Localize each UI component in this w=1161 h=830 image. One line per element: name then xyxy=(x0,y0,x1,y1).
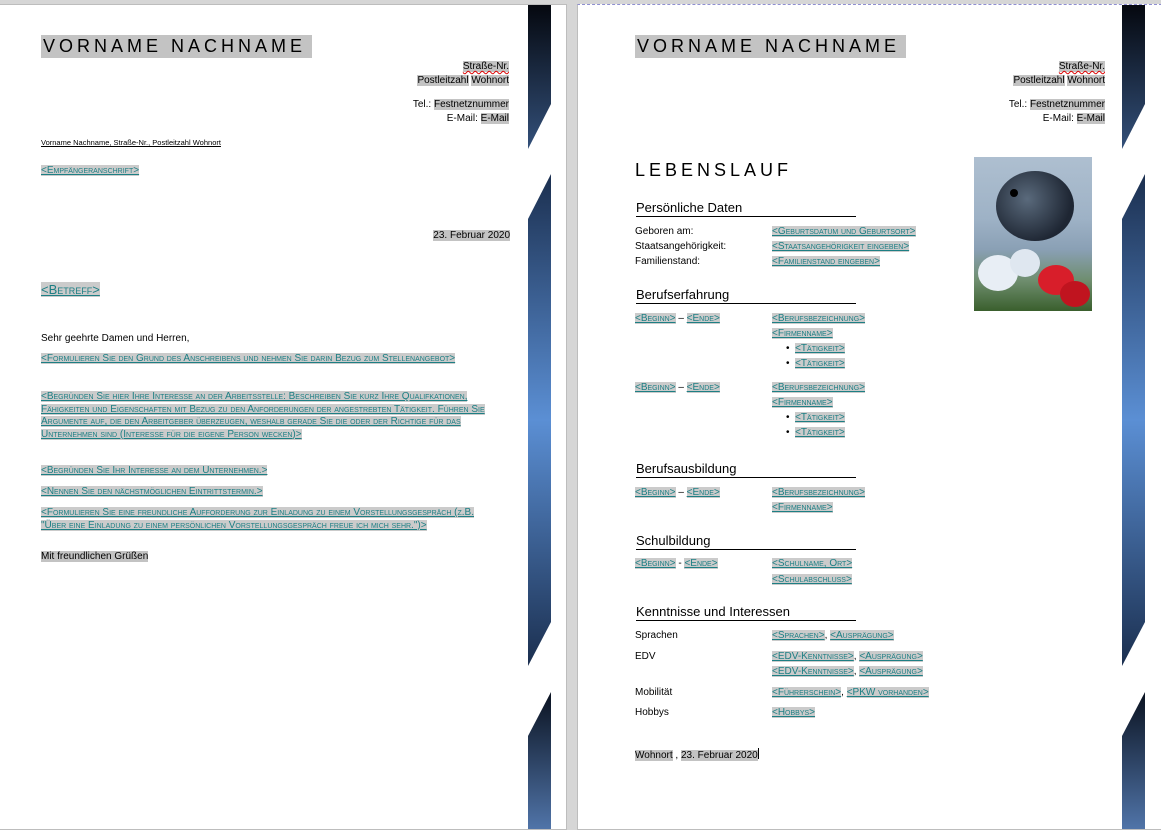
degree-field[interactable]: <Schulabschluss> xyxy=(772,574,852,585)
period-dash: – xyxy=(678,487,684,498)
stripe-bottom xyxy=(1122,692,1145,829)
flower-icon xyxy=(1010,249,1040,277)
section-experience[interactable]: Berufserfahrung xyxy=(636,287,856,304)
bird-eye-icon xyxy=(1010,189,1018,197)
paragraph-invitation-text: <Formulieren Sie eine freundliche Aufforderung zur Einladung zu einem Vorstellungsgespräch (z.B. "Über eine Einladung zu einem persönlichen Vorstellungsgespräch freue ich mich sehr.")> xyxy=(41,507,475,531)
nationality-value[interactable]: <Staatsangehörigkeit eingeben> xyxy=(772,241,910,252)
bullet-icon: • xyxy=(786,412,790,423)
section-school[interactable]: Schulbildung xyxy=(636,533,856,550)
resume-page[interactable] xyxy=(577,4,1161,830)
hobbies-label: Hobbys xyxy=(635,707,669,718)
paragraph-start-date-text: <Nennen Sie den nächstmöglichen Eintrittstermin.> xyxy=(41,486,263,497)
end-field[interactable]: <Ende> xyxy=(686,382,720,393)
paragraph-interest-company[interactable] xyxy=(41,465,486,478)
letter-date[interactable]: 23. Februar 2020 xyxy=(433,230,510,241)
paragraph-reason-text: <Formulieren Sie den Grund des Anschreibens und nehmen Sie darin Bezug zum Stellenangebot> xyxy=(41,353,456,364)
paragraph-interest-company-text: <Begründen Sie Ihr Interesse an dem Unternehmen.> xyxy=(41,465,268,476)
end-field[interactable]: <Ende> xyxy=(684,558,718,569)
resume-date[interactable]: 23. Februar 2020 xyxy=(680,750,758,761)
school-field[interactable]: <Schulname, Ort> xyxy=(772,558,853,569)
birth-value[interactable]: <Geburtsdatum und Geburtsort> xyxy=(772,226,916,237)
languages-label: Sprachen xyxy=(635,630,678,641)
stripe-middle xyxy=(528,174,551,666)
sender-contact xyxy=(413,98,509,126)
marital-value[interactable]: <Familienstand eingeben> xyxy=(772,256,880,267)
company-field[interactable]: <Firmenname> xyxy=(772,397,833,408)
email-label: E-Mail: xyxy=(446,113,478,124)
applicant-street[interactable]: Straße-Nr. xyxy=(1058,61,1105,72)
begin-field[interactable]: <Beginn> xyxy=(635,313,676,324)
place-field[interactable]: Wohnort xyxy=(635,750,673,761)
paragraph-start-date[interactable] xyxy=(41,486,486,499)
bird-icon xyxy=(996,171,1074,241)
task-field[interactable]: <Tätigkeit> xyxy=(795,427,845,438)
sender-street[interactable]: Straße-Nr. xyxy=(462,61,509,72)
nationality-label: Staatsangehörigkeit: xyxy=(635,241,727,252)
level-field[interactable]: <Ausprägung> xyxy=(859,651,923,662)
license-field[interactable]: <Führerschein> xyxy=(772,687,842,698)
hobbies-field[interactable]: <Hobbys> xyxy=(772,707,816,718)
marital-label: Familienstand: xyxy=(635,256,701,267)
decor-stripes xyxy=(520,5,566,829)
date-separator: , xyxy=(675,750,679,761)
bullet-icon: • xyxy=(786,427,790,438)
level-field[interactable]: <Ausprägung> xyxy=(859,666,923,677)
applicant-address xyxy=(1013,60,1105,88)
applicant-photo[interactable] xyxy=(974,157,1092,311)
bullet-icon: • xyxy=(786,343,790,354)
paragraph-invitation[interactable] xyxy=(41,507,486,532)
applicant-zip[interactable]: Postleitzahl xyxy=(1013,75,1065,86)
recipient-address[interactable]: <Empfängeranschrift> xyxy=(41,165,140,176)
bullet-icon: • xyxy=(786,358,790,369)
section-skills[interactable]: Kenntnisse und Interessen xyxy=(636,604,856,621)
cover-letter-page[interactable] xyxy=(0,4,567,830)
letter-subject[interactable]: <Betreff> xyxy=(41,282,100,297)
tel-label: Tel.: xyxy=(412,99,432,110)
mobility-label: Mobilität xyxy=(635,687,673,698)
school-period xyxy=(635,556,718,571)
applicant-phone[interactable]: Festnetznummer xyxy=(1029,99,1105,110)
experience-2-period xyxy=(635,380,720,395)
paragraph-reason[interactable] xyxy=(41,353,486,366)
comma: , xyxy=(824,630,828,641)
applicant-email[interactable]: E-Mail xyxy=(1076,113,1105,124)
begin-field[interactable]: <Beginn> xyxy=(635,382,676,393)
sender-zip[interactable]: Postleitzahl xyxy=(417,75,469,86)
paragraph-interest-job-text: <Begründen Sie hier Ihre Interesse an der Arbeitsstelle: Beschreiben Sie kurz Ihre Qualifkationen, Fähigkeiten und Eigenschaften mit Bezug zu den Anforderungen der angestrebten Tätigkeit. Führen Sie Argumente auf, die den Arbeitgeber überzeugen, weshalb gerade Sie die oder der Richtige für das Unternehmen sind (Interesse für die eigene Person wecken)> xyxy=(41,391,485,440)
email-label: E-Mail: xyxy=(1042,113,1074,124)
stripe-middle xyxy=(1122,174,1145,666)
company-field[interactable]: <Firmenname> xyxy=(772,502,833,513)
applicant-contact xyxy=(1009,98,1105,126)
period-dash: – xyxy=(678,313,684,324)
sender-phone[interactable]: Festnetznummer xyxy=(433,99,509,110)
text-cursor xyxy=(758,748,759,759)
task-field[interactable]: <Tätigkeit> xyxy=(795,343,845,354)
training-period xyxy=(635,485,720,500)
resume-title[interactable]: LEBENSLAUF xyxy=(635,160,793,180)
comma: , xyxy=(841,687,844,698)
sender-address xyxy=(417,60,509,88)
tel-label: Tel.: xyxy=(1008,99,1028,110)
applicant-name[interactable]: VORNAME NACHNAME xyxy=(635,35,906,58)
place-date-line xyxy=(635,748,759,761)
end-field[interactable]: <Ende> xyxy=(686,313,720,324)
sender-city[interactable]: Wohnort xyxy=(471,75,509,86)
begin-field[interactable]: <Beginn> xyxy=(635,487,676,498)
period-dash: – xyxy=(678,382,684,393)
company-field[interactable]: <Firmenname> xyxy=(772,328,833,339)
period-hyphen: - xyxy=(678,558,682,569)
begin-field[interactable]: <Beginn> xyxy=(635,558,676,569)
flower-icon xyxy=(1060,281,1090,307)
experience-1-period xyxy=(635,311,720,326)
section-training[interactable]: Berufsausbildung xyxy=(636,461,856,478)
decor-stripes xyxy=(1116,5,1161,829)
car-field[interactable]: <PKW vorhanden> xyxy=(846,687,929,698)
salutation[interactable]: Sehr geehrte Damen und Herren, xyxy=(41,333,190,344)
comma: , xyxy=(853,666,857,677)
stripe-bottom xyxy=(528,692,551,829)
job-title-field[interactable]: <Berufsbezeichnung> xyxy=(772,487,866,498)
edv-field[interactable]: <EDV-Kenntnisse> xyxy=(772,651,854,662)
stripe-top xyxy=(528,5,551,149)
sender-return-line[interactable]: Vorname Nachname, Straße-Nr., Postleitzahl Wohnort xyxy=(41,138,221,147)
task-field[interactable]: <Tätigkeit> xyxy=(795,412,845,423)
paragraph-interest-job[interactable] xyxy=(41,391,486,441)
languages-field[interactable]: <Sprachen> xyxy=(772,630,825,641)
job-title-field[interactable]: <Berufsbezeichnung> xyxy=(772,313,866,324)
end-field[interactable]: <Ende> xyxy=(686,487,720,498)
edv-field[interactable]: <EDV-Kenntnisse> xyxy=(772,666,854,677)
closing[interactable]: Mit freundlichen Grüßen xyxy=(41,551,149,562)
applicant-city[interactable]: Wohnort xyxy=(1067,75,1105,86)
edv-label: EDV xyxy=(635,651,656,662)
task-field[interactable]: <Tätigkeit> xyxy=(795,358,845,369)
birth-label: Geboren am: xyxy=(635,226,694,237)
job-title-field[interactable]: <Berufsbezeichnung> xyxy=(772,382,866,393)
level-field[interactable]: <Ausprägung> xyxy=(830,630,894,641)
comma: , xyxy=(853,651,857,662)
sender-name[interactable]: VORNAME NACHNAME xyxy=(41,35,312,58)
stripe-top xyxy=(1122,5,1145,149)
section-personal[interactable]: Persönliche Daten xyxy=(636,200,856,217)
sender-email[interactable]: E-Mail xyxy=(480,113,509,124)
